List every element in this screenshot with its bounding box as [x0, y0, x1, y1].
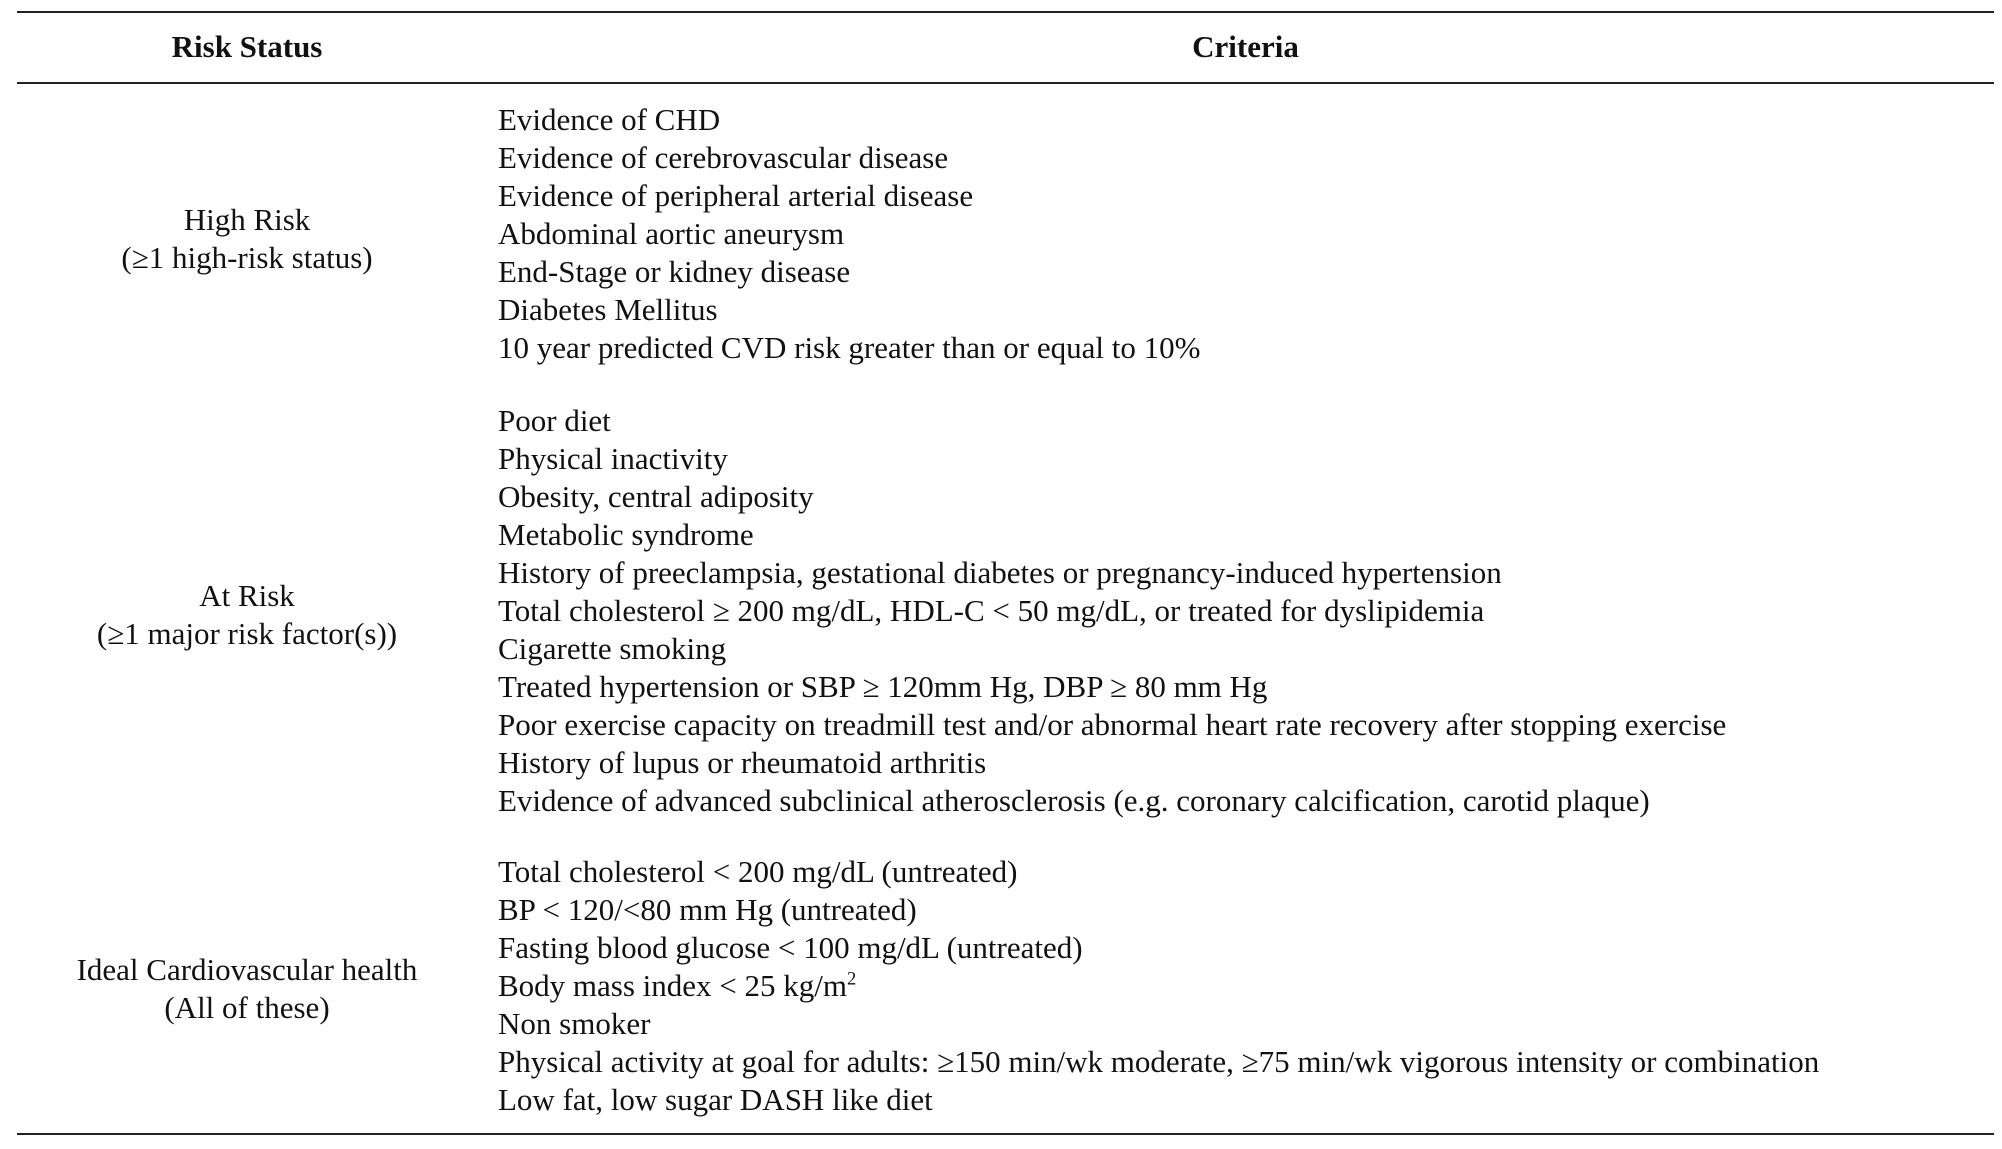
status-label: At Risk: [199, 578, 295, 613]
criteria-item: 10 year predicted CVD risk greater than or equal to 10%: [498, 330, 1201, 365]
bmi-text: Body mass index < 25 kg/m: [498, 968, 848, 1003]
criteria-item: Physical inactivity: [498, 441, 728, 476]
status-cell-ideal-health: [17, 951, 477, 1027]
bmi-superscript: 2: [847, 968, 857, 990]
criteria-cell-at-risk: [498, 402, 1988, 820]
criteria-item: Evidence of cerebrovascular disease: [498, 140, 949, 175]
criteria-item: Obesity, central adiposity: [498, 479, 814, 514]
table-row-ideal-health: [17, 853, 1994, 1123]
criteria-cell-ideal-health: [498, 853, 1988, 1119]
status-cell-at-risk: [17, 577, 477, 653]
criteria-item: Poor diet: [498, 403, 611, 438]
criteria-item: End-Stage or kidney disease: [498, 254, 851, 289]
criteria-item: Evidence of advanced subclinical atherosclerosis (e.g. coronary calcification, carotid plaque): [498, 783, 1650, 818]
table-row-at-risk: [17, 402, 1994, 836]
criteria-item-bmi: [498, 967, 1988, 1005]
table-bottom-rule: [17, 1133, 1994, 1135]
criteria-item: Abdominal aortic aneurysm: [498, 216, 845, 251]
criteria-item: Total cholesterol < 200 mg/dL (untreated): [498, 854, 1018, 889]
header-risk-status: Risk Status: [171, 29, 323, 64]
criteria-item: Evidence of peripheral arterial disease: [498, 178, 974, 213]
criteria-item: Physical activity at goal for adults: ≥150 min/wk moderate, ≥75 min/wk vigorous intensity or combination: [498, 1044, 1820, 1079]
criteria-item: Evidence of CHD: [498, 102, 721, 137]
criteria-item: Non smoker: [498, 1006, 651, 1041]
criteria-item: Poor exercise capacity on treadmill test and/or abnormal heart rate recovery after stopping exercise: [498, 707, 1727, 742]
status-cell-high-risk: [17, 201, 477, 277]
status-label: Ideal Cardiovascular health: [76, 952, 418, 987]
table-header-rule: [17, 82, 1994, 84]
criteria-item: Metabolic syndrome: [498, 517, 754, 552]
header-criteria: Criteria: [1192, 29, 1299, 64]
criteria-item: Total cholesterol ≥ 200 mg/dL, HDL-C < 50 mg/dL, or treated for dyslipidemia: [498, 593, 1485, 628]
status-label: High Risk: [183, 202, 311, 237]
criteria-item: Cigarette smoking: [498, 631, 727, 666]
criteria-item: BP < 120/<80 mm Hg (untreated): [498, 892, 917, 927]
status-condition: (≥1 high-risk status): [121, 240, 373, 275]
table-row-high-risk: [17, 101, 1994, 383]
criteria-item: Diabetes Mellitus: [498, 292, 718, 327]
status-condition: (All of these): [164, 990, 330, 1025]
criteria-item: History of lupus or rheumatoid arthritis: [498, 745, 987, 780]
status-condition: (≥1 major risk factor(s)): [96, 616, 398, 651]
criteria-item: Low fat, low sugar DASH like diet: [498, 1082, 933, 1117]
criteria-cell-high-risk: [498, 101, 1988, 367]
criteria-item: History of preeclampsia, gestational diabetes or pregnancy-induced hypertension: [498, 555, 1502, 590]
criteria-item: Treated hypertension or SBP ≥ 120mm Hg, DBP ≥ 80 mm Hg: [498, 669, 1268, 704]
criteria-item: Fasting blood glucose < 100 mg/dL (untreated): [498, 930, 1083, 965]
